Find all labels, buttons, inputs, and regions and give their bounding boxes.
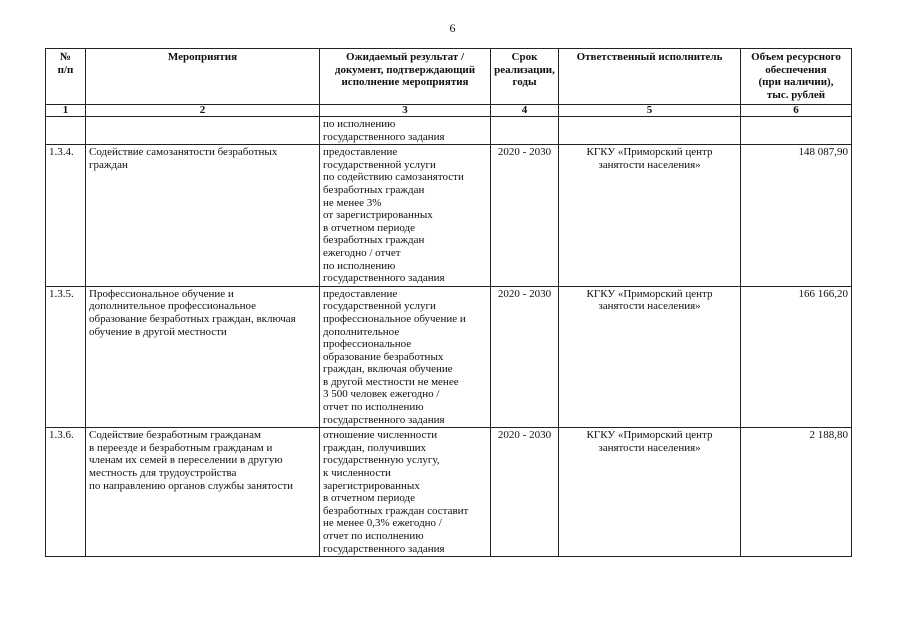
measure-cell-line: дополнительное профессиональное — [89, 300, 257, 313]
header-period — [491, 49, 559, 105]
table-row — [46, 145, 852, 287]
result-cell-line: зарегистрированных — [323, 479, 420, 492]
header-period-line: реализации, — [494, 63, 555, 76]
measure-cell — [86, 428, 320, 557]
result-cell-line: ежегодно / отчет — [323, 246, 401, 259]
result-cell-line: государственного задания — [323, 413, 445, 426]
result-cell-line: граждан, получивших — [323, 441, 427, 454]
executor-cell — [559, 428, 741, 557]
header-num-line: № — [59, 51, 72, 63]
row-number-cell: 1.3.6. — [46, 428, 86, 557]
result-cell-line: от зарегистрированных — [323, 209, 433, 222]
measure-cell-line: Содействие безработным гражданам — [89, 429, 261, 442]
result-cell-line: государственной услуги — [323, 300, 436, 313]
result-cell-line: предоставление — [323, 287, 398, 300]
header-period-line: Срок — [511, 51, 538, 63]
period-cell: 2020 - 2030 — [491, 428, 559, 557]
result-cell-line: государственного задания — [323, 130, 445, 143]
volume-cell: 166 166,20 — [741, 286, 852, 428]
measure-cell-line: местность для трудоустройства — [89, 467, 237, 480]
table-row — [46, 286, 852, 428]
period-cell — [491, 117, 559, 145]
header-result — [320, 49, 491, 105]
result-cell-line: отчет по исполнению — [323, 401, 424, 414]
result-cell-line: отчет по исполнению — [323, 530, 424, 542]
header-volume-line: обеспечения — [765, 63, 827, 76]
result-cell — [320, 286, 491, 428]
measure-cell-line: граждан — [89, 158, 128, 171]
executor-cell-line: занятости населения» — [598, 441, 701, 454]
column-number: 2 — [86, 105, 320, 117]
executor-cell-line: занятости населения» — [598, 158, 701, 171]
result-cell-line: не менее 3% — [323, 196, 382, 209]
result-cell-line: граждан, включая обучение — [323, 363, 453, 376]
period-cell: 2020 - 2030 — [491, 145, 559, 287]
result-cell-line: безработных граждан — [323, 234, 425, 247]
executor-cell — [559, 286, 741, 428]
measure-cell-line: образование безработных граждан, включая — [89, 312, 296, 325]
result-cell-line: образование безработных — [323, 350, 444, 363]
executor-cell-line: занятости населения» — [598, 300, 701, 313]
result-cell-line: профессиональное — [323, 338, 412, 351]
header-executor — [559, 49, 741, 105]
result-cell-line: не менее 0,3% ежегодно / — [323, 517, 442, 530]
executor-cell — [559, 145, 741, 287]
header-num-line: п/п — [57, 63, 74, 76]
executor-cell-line: КГКУ «Приморский центр — [586, 429, 713, 442]
header-volume-line: тыс. рублей — [766, 88, 826, 101]
result-cell-line: государственного задания — [323, 272, 445, 285]
row-number-cell: 1.3.4. — [46, 145, 86, 287]
result-cell-line: государственную услугу, — [323, 454, 440, 467]
result-cell — [320, 117, 491, 145]
result-cell-line: отношение численности — [323, 429, 438, 442]
header-executor-line: Ответственный исполнитель — [576, 51, 723, 63]
executor-cell — [559, 117, 741, 145]
result-cell-line: по исполнению — [323, 118, 396, 130]
column-number: 3 — [320, 105, 491, 117]
row-number-cell: 1.3.5. — [46, 286, 86, 428]
result-cell-line: дополнительное — [323, 325, 400, 338]
volume-cell — [741, 117, 852, 145]
column-number: 6 — [741, 105, 852, 117]
table-body — [46, 117, 852, 557]
volume-cell: 2 188,80 — [741, 428, 852, 557]
row-number-cell — [46, 117, 86, 145]
header-volume-line: Объем ресурсного — [751, 51, 841, 63]
result-cell-line: безработных граждан составит — [323, 504, 469, 517]
header-measure-line: Мероприятия — [167, 51, 238, 63]
column-number-row — [46, 105, 852, 117]
result-cell-line: по исполнению — [323, 259, 396, 272]
column-number: 4 — [491, 105, 559, 117]
result-cell-line: государственной услуги — [323, 158, 436, 171]
executor-cell-line: КГКУ «Приморский центр — [586, 146, 713, 159]
volume-cell: 148 087,90 — [741, 145, 852, 287]
measure-cell — [86, 117, 320, 145]
header-period-line: годы — [512, 76, 537, 89]
measures-table — [45, 48, 852, 557]
header-result-line: исполнение мероприятия — [341, 76, 469, 89]
period-cell: 2020 - 2030 — [491, 286, 559, 428]
table-row — [46, 117, 852, 145]
column-number: 1 — [46, 105, 86, 117]
result-cell-line: по содействию самозанятости — [323, 171, 464, 184]
result-cell-line: государственного задания — [323, 542, 445, 555]
result-cell — [320, 145, 491, 287]
table-row — [46, 428, 852, 557]
header-volume-line: (при наличии), — [758, 76, 834, 89]
result-cell-line: в отчетном периоде — [323, 492, 416, 505]
measure-cell-line: Профессиональное обучение и — [89, 287, 234, 300]
measure-cell — [86, 286, 320, 428]
result-cell-line: профессиональное обучение и — [323, 312, 466, 325]
header-volume — [741, 49, 852, 105]
measure-cell-line: членам их семей в переселении в другую — [89, 454, 283, 467]
result-cell-line: в отчетном периоде — [323, 221, 416, 234]
table-header-row — [46, 49, 852, 105]
header-result-line: документ, подтверждающий — [334, 63, 476, 76]
executor-cell-line: КГКУ «Приморский центр — [586, 287, 713, 300]
header-result-line: Ожидаемый результат / — [345, 51, 465, 63]
result-cell-line: в другой местности не менее — [323, 375, 459, 388]
measure-cell — [86, 145, 320, 287]
result-cell-line: к численности — [323, 467, 391, 480]
result-cell-line: 3 500 человек ежегодно / — [323, 388, 440, 401]
measure-cell-line: в переезде и безработным гражданам и — [89, 441, 273, 454]
result-cell-line: безработных граждан — [323, 183, 425, 196]
measure-cell-line: по направлению органов службы занятости — [89, 479, 294, 492]
column-number: 5 — [559, 105, 741, 117]
result-cell-line: предоставление — [323, 146, 398, 159]
page-number: 6 — [449, 21, 456, 35]
measure-cell-line: обучение в другой местности — [89, 325, 227, 338]
header-num — [46, 49, 86, 105]
measure-cell-line: Содействие самозанятости безработных — [89, 146, 278, 159]
result-cell — [320, 428, 491, 557]
header-measure — [86, 49, 320, 105]
